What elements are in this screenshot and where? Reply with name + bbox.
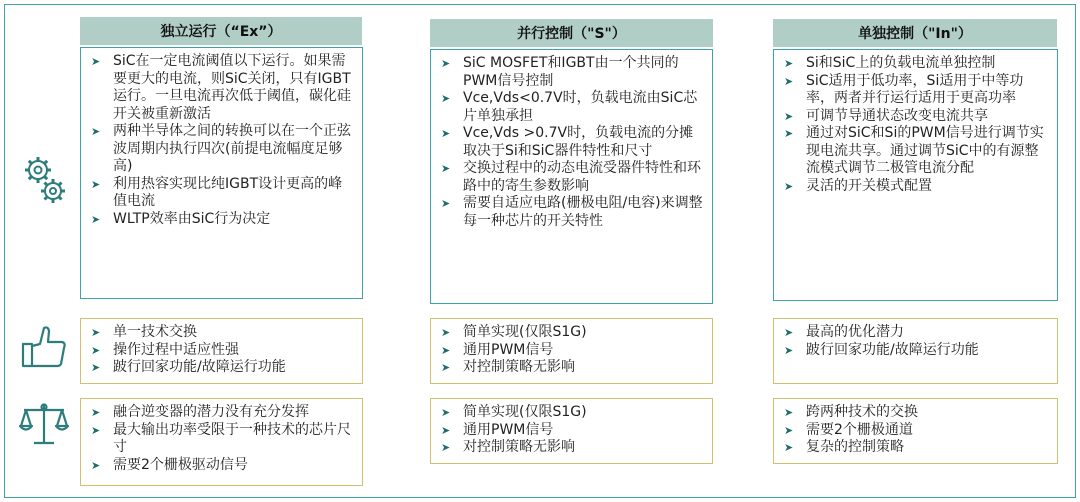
list-item: ➤ WLTP效率由SiC行为决定 <box>89 211 354 229</box>
list-item: ➤ 需要2个栅极通道 <box>782 422 1049 440</box>
pros-box-ex <box>80 318 363 384</box>
column-header-ex: 独立运行（“Ex”） <box>80 17 362 45</box>
cons-box-in <box>773 398 1058 464</box>
list-item: ➤ 最高的优化潜力 <box>782 324 1049 342</box>
list-item: ➤ 最大输出功率受限于一种技术的芯片尺寸 <box>89 422 354 457</box>
list-item: ➤ 通用PWM信号 <box>439 342 704 360</box>
list-item: ➤ 需要自适应电路(栅极电阻/电容)来调整每一种芯片的开关特性 <box>439 195 704 230</box>
features-box-ex <box>80 47 363 299</box>
cons-box-s <box>430 398 713 464</box>
list-item: ➤ 对控制策略无影响 <box>439 439 704 457</box>
list-item: ➤ SiC MOSFET和IGBT由一个共同的PWM信号控制 <box>439 55 704 90</box>
thumbs-up-icon <box>20 322 68 370</box>
list-item: ➤ 融合逆变器的潜力没有充分发挥 <box>89 404 354 422</box>
gears-icon <box>22 152 68 208</box>
pros-box-s <box>430 318 713 384</box>
list-item: ➤ 通用PWM信号 <box>439 422 704 440</box>
column-header-s: 并行控制（"S"） <box>430 19 713 47</box>
list-item: ➤ Si和SiC上的负载电流单独控制 <box>782 55 1049 73</box>
list-item: ➤ SiC在一定电流阈值以下运行。如果需要更大的电流，则SiC关闭，只有IGBT运行。一旦电流再次低于阈值，碳化硅开关被重新激活 <box>89 53 354 123</box>
list-item: ➤ 跛行回家功能/故障运行功能 <box>89 359 354 377</box>
list-item: ➤ SiC适用于低功率，Si适用于中等功率，两者并行运行适用于更高功率 <box>782 73 1049 108</box>
list-item: ➤ 灵活的开关模式配置 <box>782 178 1049 196</box>
list-item: ➤ 通过对SiC和Si的PWM信号进行调节实现电流共享。通过调节SiC中的有源整流模式调节二极管电流分配 <box>782 125 1049 178</box>
list-item: ➤ Vce,Vds >0.7V时，负载电流的分摊取决于Si和SiC器件特性和尺寸 <box>439 125 704 160</box>
list-item: ➤ 需要2个栅极驱动信号 <box>89 457 354 475</box>
list-item: ➤ 复杂的控制策略 <box>782 439 1049 457</box>
list-item: ➤ 可调节导通状态改变电流共享 <box>782 108 1049 126</box>
list-item: ➤ 两种半导体之间的转换可以在一个正弦波周期内执行四次(前提电流幅度足够高) <box>89 123 354 176</box>
pros-box-in <box>773 318 1058 384</box>
list-item: ➤ 利用热容实现比纯IGBT设计更高的峰值电流 <box>89 176 354 211</box>
list-item: ➤ 跨两种技术的交换 <box>782 404 1049 422</box>
cons-box-ex <box>80 398 363 486</box>
list-item: ➤ 简单实现(仅限S1G) <box>439 404 704 422</box>
features-box-in <box>773 49 1058 301</box>
list-item: ➤ 操作过程中适应性强 <box>89 342 354 360</box>
list-item: ➤ 简单实现(仅限S1G) <box>439 324 704 342</box>
features-box-s <box>430 49 713 304</box>
list-item: ➤ 对控制策略无影响 <box>439 359 704 377</box>
list-item: ➤ 跛行回家功能/故障运行功能 <box>782 342 1049 360</box>
list-item: ➤ 交换过程中的动态电流受器件特性和环路中的寄生参数影响 <box>439 160 704 195</box>
column-header-in: 单独控制（"In"） <box>773 19 1057 47</box>
list-item: ➤ 单一技术交换 <box>89 324 354 342</box>
balance-scale-icon <box>18 400 70 448</box>
list-item: ➤ Vce,Vds<0.7V时，负载电流由SiC芯片单独承担 <box>439 90 704 125</box>
